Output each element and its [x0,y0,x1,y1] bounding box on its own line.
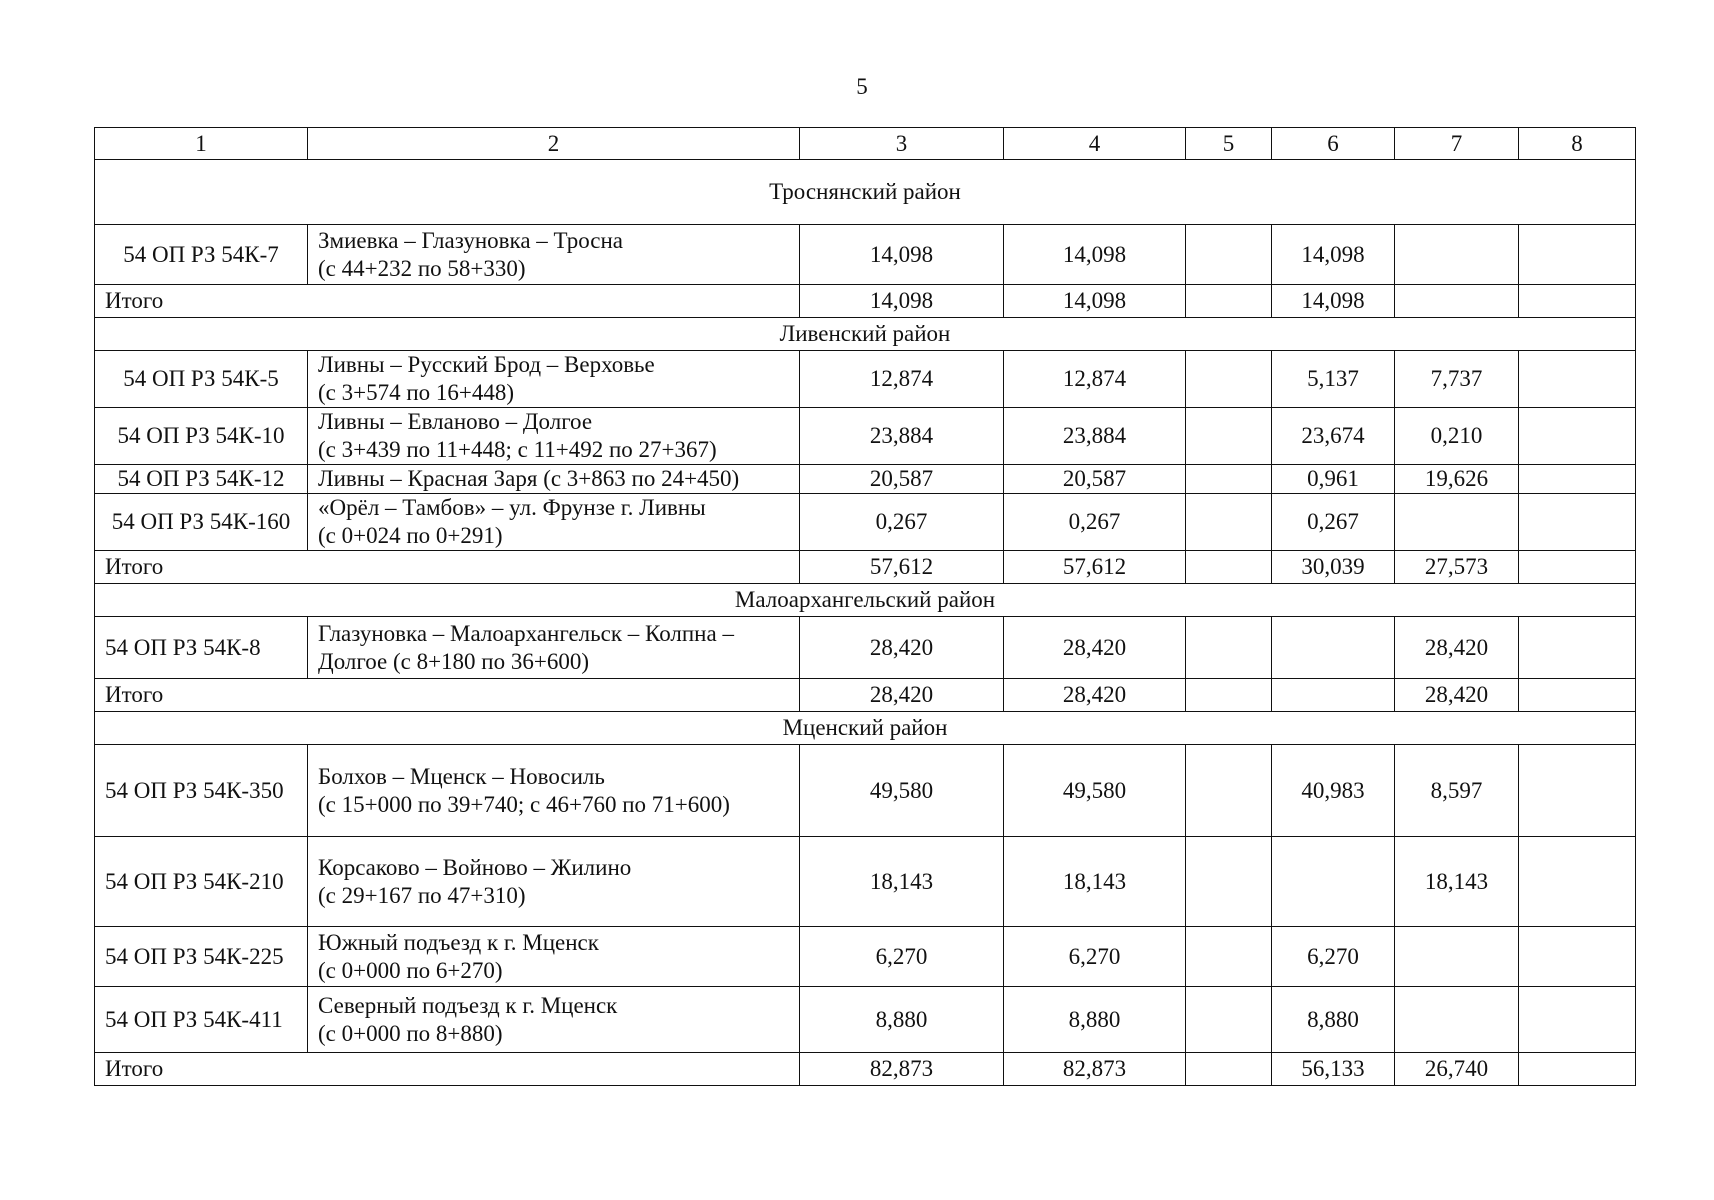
total-c4: 28,420 [1004,679,1186,712]
value-c6: 6,270 [1272,927,1395,987]
value-c8 [1519,745,1636,837]
total-c6: 30,039 [1272,551,1395,584]
total-c7: 26,740 [1395,1053,1519,1086]
column-number: 2 [308,128,800,160]
total-label: Итого [95,679,800,712]
road-name-line: Глазуновка – Малоархангельск – Колпна – [318,620,734,646]
total-label: Итого [95,1053,800,1086]
value-c6: 23,674 [1272,408,1395,465]
road-name [308,225,800,285]
column-number-row [95,128,1636,160]
road-name-line: Болхов – Мценск – Новосиль [318,763,605,789]
road-code: 54 ОП РЗ 54К-411 [95,987,308,1053]
value-c3: 20,587 [800,465,1004,494]
section-title: Ливенский район [95,318,1636,351]
value-c7: 19,626 [1395,465,1519,494]
total-c6: 56,133 [1272,1053,1395,1086]
road-code: 54 ОП РЗ 54К-12 [95,465,308,494]
value-c7 [1395,987,1519,1053]
value-c6: 5,137 [1272,351,1395,408]
table-row [95,745,1636,837]
road-name-line: Южный подъезд к г. Мценск [318,929,599,955]
table-row [95,225,1636,285]
road-name-line: Ливны – Красная Заря (с 3+863 по 24+450) [318,466,740,491]
value-c7 [1395,494,1519,551]
value-c6: 0,961 [1272,465,1395,494]
table-row [95,837,1636,927]
road-name [308,837,800,927]
road-name-line: (с 3+574 по 16+448) [318,380,515,405]
value-c5 [1186,351,1272,408]
table-row [95,408,1636,465]
value-c8 [1519,837,1636,927]
table-row [95,494,1636,551]
road-name-line: (с 15+000 по 39+740; с 46+760 по 71+600) [318,791,730,817]
road-name-line: (с 0+000 по 8+880) [318,1020,503,1046]
total-c3: 14,098 [800,285,1004,318]
value-c6: 8,880 [1272,987,1395,1053]
value-c4: 23,884 [1004,408,1186,465]
road-name [308,745,800,837]
value-c8 [1519,465,1636,494]
road-name-line: Ливны – Евланово – Долгое [318,409,593,434]
value-c6: 14,098 [1272,225,1395,285]
table-row [95,465,1636,494]
road-name-line: Ливны – Русский Брод – Верховье [318,352,655,377]
road-code: 54 ОП РЗ 54К-10 [95,408,308,465]
value-c4: 28,420 [1004,617,1186,679]
value-c6 [1272,617,1395,679]
table-body [95,128,1636,1086]
value-c5 [1186,408,1272,465]
section-title: Малоархангельский район [95,584,1636,617]
total-c3: 82,873 [800,1053,1004,1086]
total-c5 [1186,1053,1272,1086]
road-name-line: (с 0+024 по 0+291) [318,523,503,548]
total-c4: 82,873 [1004,1053,1186,1086]
value-c7: 8,597 [1395,745,1519,837]
value-c7: 0,210 [1395,408,1519,465]
value-c4: 49,580 [1004,745,1186,837]
value-c3: 18,143 [800,837,1004,927]
value-c7 [1395,927,1519,987]
road-code: 54 ОП РЗ 54К-5 [95,351,308,408]
section-header-row [95,712,1636,745]
value-c4: 18,143 [1004,837,1186,927]
value-c3: 0,267 [800,494,1004,551]
road-name-line: Долгое (с 8+180 по 36+600) [318,648,589,674]
value-c4: 20,587 [1004,465,1186,494]
value-c6: 0,267 [1272,494,1395,551]
value-c3: 28,420 [800,617,1004,679]
value-c7 [1395,225,1519,285]
value-c3: 23,884 [800,408,1004,465]
road-name-line: (с 29+167 по 47+310) [318,882,526,908]
table-row [95,927,1636,987]
value-c8 [1519,351,1636,408]
road-name-line: (с 3+439 по 11+448; с 11+492 по 27+367) [318,437,717,462]
road-code: 54 ОП РЗ 54К-210 [95,837,308,927]
value-c4: 0,267 [1004,494,1186,551]
value-c7: 7,737 [1395,351,1519,408]
road-name-line: Северный подъезд к г. Мценск [318,992,618,1018]
road-code: 54 ОП РЗ 54К-8 [95,617,308,679]
total-c7: 28,420 [1395,679,1519,712]
section-title: Троснянский район [95,160,1636,225]
total-label: Итого [95,551,800,584]
value-c4: 14,098 [1004,225,1186,285]
road-name-line: (с 0+000 по 6+270) [318,957,503,983]
road-code: 54 ОП РЗ 54К-225 [95,927,308,987]
value-c8 [1519,408,1636,465]
total-c8 [1519,679,1636,712]
column-number: 6 [1272,128,1395,160]
road-code: 54 ОП РЗ 54К-7 [95,225,308,285]
value-c4: 8,880 [1004,987,1186,1053]
value-c3: 8,880 [800,987,1004,1053]
total-c6 [1272,679,1395,712]
road-name-line: Корсаково – Войново – Жилино [318,854,632,880]
road-name [308,987,800,1053]
total-c4: 14,098 [1004,285,1186,318]
total-c8 [1519,1053,1636,1086]
road-name [308,408,800,465]
value-c5 [1186,225,1272,285]
value-c8 [1519,987,1636,1053]
total-c6: 14,098 [1272,285,1395,318]
total-c7: 27,573 [1395,551,1519,584]
total-label: Итого [95,285,800,318]
section-header-row [95,584,1636,617]
table-row [95,351,1636,408]
road-name [308,351,800,408]
road-name-line: Змиевка – Глазуновка – Тросна [318,227,624,253]
value-c7: 18,143 [1395,837,1519,927]
total-c3: 28,420 [800,679,1004,712]
value-c5 [1186,745,1272,837]
total-c5 [1186,679,1272,712]
value-c5 [1186,987,1272,1053]
total-c8 [1519,551,1636,584]
road-name [308,617,800,679]
road-name-line: (с 44+232 по 58+330) [318,255,526,281]
section-header-row [95,318,1636,351]
section-header-row [95,160,1636,225]
column-number: 4 [1004,128,1186,160]
road-code: 54 ОП РЗ 54К-350 [95,745,308,837]
total-c3: 57,612 [800,551,1004,584]
total-c8 [1519,285,1636,318]
value-c5 [1186,927,1272,987]
value-c8 [1519,927,1636,987]
value-c5 [1186,465,1272,494]
total-c5 [1186,285,1272,318]
value-c4: 12,874 [1004,351,1186,408]
total-row [95,679,1636,712]
value-c4: 6,270 [1004,927,1186,987]
value-c3: 49,580 [800,745,1004,837]
road-name-line: «Орёл – Тамбов» – ул. Фрунзе г. Ливны [318,495,706,520]
page-number: 5 [856,74,868,99]
table-row [95,617,1636,679]
column-number: 5 [1186,128,1272,160]
road-name [308,494,800,551]
total-c5 [1186,551,1272,584]
value-c8 [1519,494,1636,551]
value-c7: 28,420 [1395,617,1519,679]
total-row [95,551,1636,584]
value-c3: 12,874 [800,351,1004,408]
value-c5 [1186,837,1272,927]
value-c3: 14,098 [800,225,1004,285]
road-name [308,927,800,987]
road-code: 54 ОП РЗ 54К-160 [95,494,308,551]
table-row [95,987,1636,1053]
road-name [308,465,800,494]
value-c8 [1519,617,1636,679]
column-number: 8 [1519,128,1636,160]
total-row [95,1053,1636,1086]
value-c5 [1186,494,1272,551]
value-c6 [1272,837,1395,927]
total-c4: 57,612 [1004,551,1186,584]
section-title: Мценский район [95,712,1636,745]
column-number: 7 [1395,128,1519,160]
column-number: 3 [800,128,1004,160]
value-c5 [1186,617,1272,679]
column-number: 1 [95,128,308,160]
value-c3: 6,270 [800,927,1004,987]
total-row [95,285,1636,318]
value-c8 [1519,225,1636,285]
value-c6: 40,983 [1272,745,1395,837]
roads-table [94,127,1636,1086]
total-c7 [1395,285,1519,318]
